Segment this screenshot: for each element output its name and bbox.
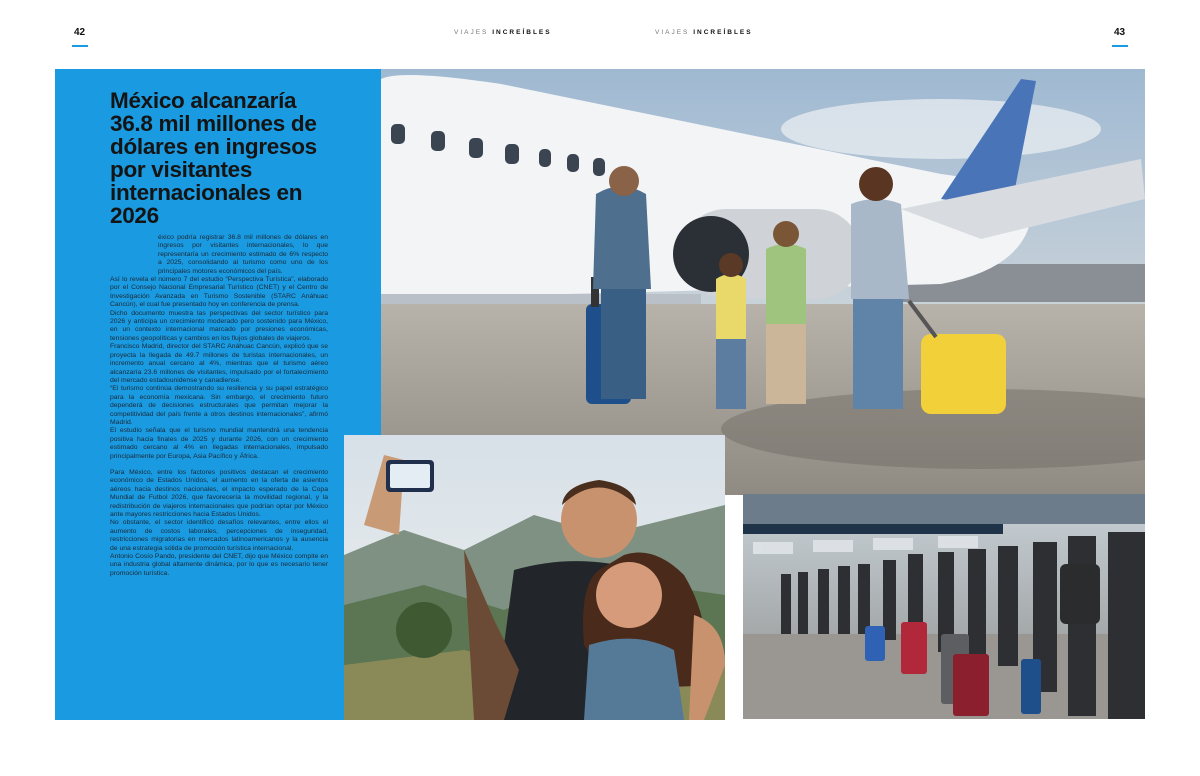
airport-queue-photo (743, 494, 1145, 719)
page-number-right-underline (1112, 45, 1128, 47)
paragraph: “El turismo continúa demostrando su resiliencia y su papel estratégico para la economía mexicana. Sin embargo, el crecimiento futuro dependerá de decisiones estructurales que permitan mejorar la competitividad del país frente a otros destinos internacionales”, afirmó Madrid. (110, 385, 328, 426)
page-number-left: 42 (74, 27, 86, 38)
running-head-left: VIAJES INCREÍBLES (454, 29, 552, 36)
running-head-right: VIAJES INCREÍBLES (655, 29, 753, 36)
paragraph: El estudio señala que el turismo mundial mantendrá una tendencia positiva hacia finales de 2025 y durante 2026, con un crecimiento estimado cercano al 4% en llegadas internacionales, impulsado principalmente por Europa, Asia Pacífico y África. (110, 427, 328, 460)
paragraph: No obstante, el sector identificó desafíos relevantes, entre ellos el aumento de costos laborales, percepciones de inseguridad, restricciones migratorias en mercados latinoamericanos y la ausencia de una estrategia sólida de promoción turística internacional. (110, 519, 328, 552)
paragraph: Así lo revela el número 7 del estudio “Perspectiva Turística”, elaborado por el Consejo Nacional Empresarial Turístico (CNET) y el Centro de Investigación Avanzada en Turismo Sostenible (STARC Anáhuac Cancún), el cual fue presentado hoy en conferencia de prensa. (110, 276, 328, 309)
paragraph: Francisco Madrid, director del STARC Anáhuac Cancún, explicó que se proyecta la llegada de 49.7 millones de turistas internacionales, un incremento anual cercano al 4%, mientras que el turismo aéreo alcanzaría 23.6 millones de visitantes, impulsado por el fortalecimiento del mercado estadounidense y canadiense. (110, 343, 328, 384)
paragraph: Para México, entre los factores positivos destacan el crecimiento económico de Estados Unidos, el aumento en la oferta de asientos aéreos hacia destinos nacionales, el impacto esperado de la Copa Mundial de Futbol 2026, que favorecería la movilidad regional, y la redistribución de viajeros internacionales que podrían optar por México ante mayores restricciones hacia Estados Unidos. (110, 468, 328, 518)
page-number-left-underline (72, 45, 88, 47)
article-body (110, 234, 328, 578)
page-number-right: 43 (1114, 27, 1126, 38)
paragraph: Dicho documento muestra las perspectivas del sector turístico para 2026 y anticipa un crecimiento moderado pero sostenido para México, en un contexto internacional marcado por presiones económicas, tensiones geopolíticas y cambios en los flujos globales de viajeros. (110, 309, 328, 342)
drop-cap-space (110, 234, 158, 268)
paragraph: éxico podría registrar 36.8 mil millones de dólares en ingresos por visitantes internacionales, lo que representaría un crecimiento estimado de 6% respecto a 2025, consolidando al turismo como uno de los principales motores económicos del país. (158, 234, 328, 275)
couple-selfie-photo (344, 435, 725, 720)
paragraph: Antonio Cosío Pando, presidente del CNET, dijo que México compite en una industria global altamente dinámica, por lo que es necesario tener promoción turística. (110, 553, 328, 577)
family-airplane-photo (381, 69, 1145, 495)
article-title: México alcanzaría 36.8 mil millones de dólares en ingresos por visitantes internacionales en 2026 (110, 88, 317, 228)
